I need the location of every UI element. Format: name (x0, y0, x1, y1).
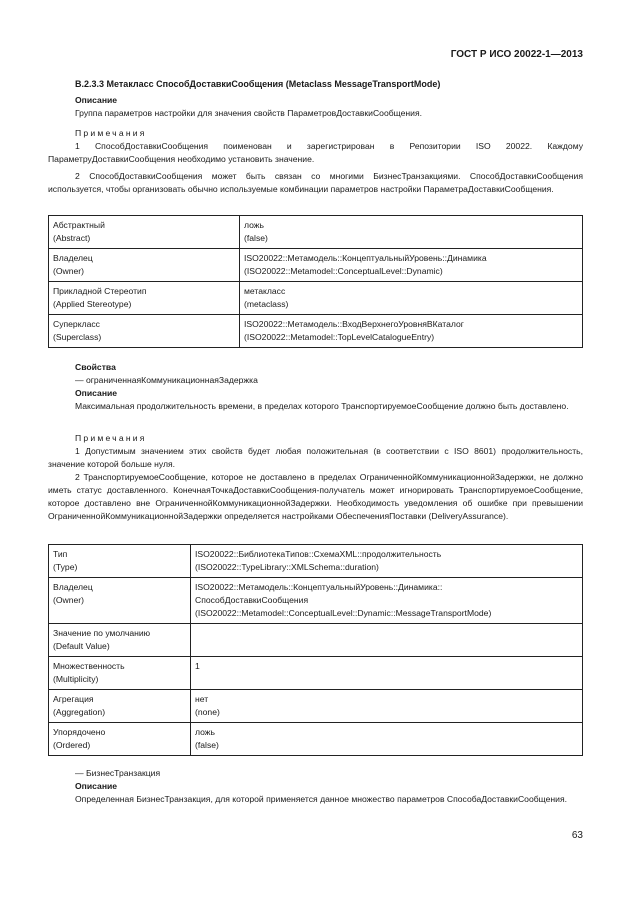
footer-description-heading: Описание (75, 781, 118, 791)
metaclass-table-key-text: Владелец (53, 253, 93, 263)
property-table-key-text: (Multiplicity) (53, 674, 99, 684)
metaclass-table-key-text: Прикладной Стереотип (53, 286, 147, 296)
property-table-row (49, 690, 583, 723)
property-table-key-text: (Ordered) (53, 740, 91, 750)
metaclass-table-value-text: (ISO20022::Metamodel::TopLevelCatalogueEntry) (244, 332, 435, 342)
properties-heading: Свойства (75, 362, 116, 372)
property-table-row (49, 723, 583, 756)
note-2: 2 СпособДоставкиСообщения может быть связан со многими БизнесТранзакциями. СпособДоставкиСообщения используется, чтобы организовать обычно используемые комбинации параметров настройки ПараметраДоставкиСообщения. (48, 171, 583, 194)
property-table-row (49, 624, 583, 657)
section-title: B.2.3.3 Метакласс СпособДоставкиСообщения (Metaclass MessageTransportMode) (75, 79, 441, 89)
property-table-value-text: СпособДоставкиСообщения (195, 595, 309, 605)
metaclass-table-row (49, 282, 583, 315)
metaclass-table-row (49, 216, 583, 249)
property-table-key-text: (Type) (53, 562, 78, 572)
document-header: ГОСТ Р ИСО 20022-1—2013 (450, 49, 583, 60)
property-table-row (49, 578, 583, 624)
metaclass-table-value-cell (240, 282, 583, 315)
property-note-2: 2 ТранспортируемоеСообщение, которое не доставлено в пределах ОграниченнойКоммуникационнойЗадержки, не должно иметь статус доставленного. КонечнаяТочкаДоставкиСообщения-получатель может игнорировать ТранспортируемоеСообщение, которое доставлено вне ОграниченнойКоммуникационнойЗадержки. Необходимость уведомления об ошибке при превышении ОграниченнойКоммуникационнойЗадержки определяется настройками ОбеспеченияПоставки (DeliveryAssurance). (48, 472, 583, 521)
property-table-value-text: ложь (195, 727, 216, 737)
metaclass-table-key-text: (Owner) (53, 266, 85, 276)
property-table-value-cell (191, 723, 583, 756)
property-table-value-text: (false) (195, 740, 219, 750)
metaclass-table-key-cell (49, 216, 240, 249)
metaclass-table-key-text: Суперкласс (53, 319, 100, 329)
property-table-row (49, 545, 583, 578)
metaclass-table-value-cell (240, 315, 583, 348)
properties-block (48, 361, 583, 413)
metaclass-table-value-text: ложь (244, 220, 265, 230)
property-table-value-text: (ISO20022::TypeLibrary::XMLSchema::duration) (195, 562, 379, 572)
property-table-key-text: Владелец (53, 582, 93, 592)
metaclass-table-value-text: (false) (244, 233, 268, 243)
property-table-key-cell (49, 624, 191, 657)
property-notes-block (48, 432, 583, 523)
notes-heading: Примечания (75, 128, 147, 138)
metaclass-table-key-cell (49, 249, 240, 282)
metaclass-table (48, 215, 583, 348)
property-table-key-cell (49, 657, 191, 690)
property-table-key-text: Тип (53, 549, 68, 559)
property-table-key-cell (49, 723, 191, 756)
metaclass-table-value-text: ISO20022::Метамодель::ВходВерхнегоУровняВКаталог (244, 319, 464, 329)
metaclass-table-row (49, 315, 583, 348)
metaclass-table-value-text: ISO20022::Метамодель::КонцептуальныйУровень::Динамика (244, 253, 487, 263)
property-table-key-text: (Aggregation) (53, 707, 106, 717)
metaclass-table-key-text: (Applied Stereotype) (53, 299, 132, 309)
metaclass-table-value-text: (ISO20022::Metamodel::ConceptualLevel::Dynamic) (244, 266, 443, 276)
metaclass-table-key-text: Абстрактный (53, 220, 105, 230)
property-table-value-text: (none) (195, 707, 220, 717)
property-table-key-cell (49, 578, 191, 624)
property-table-key-cell (49, 545, 191, 578)
property-table-value-cell (191, 578, 583, 624)
note-1: 1 СпособДоставкиСообщения поименован и зарегистрирован в Репозитории ISO 20022. Каждому ПараметруДоставкиСообщения необходимо установить значение. (48, 141, 583, 164)
property-notes-heading: Примечания (75, 433, 147, 443)
metaclass-table-key-text: (Abstract) (53, 233, 91, 243)
metaclass-table-key-cell (49, 282, 240, 315)
metaclass-table-value-cell (240, 249, 583, 282)
metaclass-table-key-cell (49, 315, 240, 348)
property-table-row (49, 657, 583, 690)
property-description-heading: Описание (75, 388, 118, 398)
description-heading: Описание (75, 95, 118, 105)
property-note-1: 1 Допустимым значением этих свойств будет любая положительная (в соответствии с ISO 8601) продолжительность, значение которой больше нуля. (48, 446, 583, 469)
property-table-value-text: нет (195, 694, 209, 704)
metaclass-table-value-text: (metaclass) (244, 299, 289, 309)
section-description-block (48, 94, 583, 120)
property-table-value-text: (ISO20022::Metamodel::ConceptualLevel::Dynamic::MessageTransportMode) (195, 608, 492, 618)
description-text: Группа параметров настройки для значения свойств ПараметровДоставкиСообщения. (75, 108, 422, 118)
property-table (48, 544, 583, 756)
property-table-key-text: Значение по умолчанию (53, 628, 151, 638)
property-name-2: — БизнесТранзакция (75, 768, 161, 778)
property-table-key-cell (49, 690, 191, 723)
page-number: 63 (571, 830, 583, 841)
property-description-text: Максимальная продолжительность времени, в пределах которого ТранспортируемоеСообщение должно быть доставлено. (75, 401, 569, 411)
property-table-value-cell (191, 624, 583, 657)
property-table-value-text: ISO20022::БиблиотекаТипов::СхемаXML::продолжительность (195, 549, 442, 559)
metaclass-table-value-text: метакласс (244, 286, 286, 296)
property-table-value-cell (191, 545, 583, 578)
property-table-key-text: (Owner) (53, 595, 85, 605)
property-table-key-text: Агрегация (53, 694, 94, 704)
property-table-key-text: Множественность (53, 661, 125, 671)
metaclass-table-row (49, 249, 583, 282)
property-table-value-cell (191, 657, 583, 690)
property-table-key-text: (Default Value) (53, 641, 110, 651)
property-table-value-text: 1 (195, 661, 200, 671)
property-table-key-text: Упорядочено (53, 727, 106, 737)
property-name-1: — ограниченнаяКоммуникационнаяЗадержка (75, 375, 258, 385)
metaclass-table-value-cell (240, 216, 583, 249)
property-table-value-cell (191, 690, 583, 723)
property-table-wrapper (48, 544, 583, 756)
property-table-value-text: ISO20022::Метамодель::КонцептуальныйУровень::Динамика:: (195, 582, 443, 592)
footer-block (48, 767, 583, 806)
metaclass-table-key-text: (Superclass) (53, 332, 102, 342)
footer-description-text: Определенная БизнесТранзакция, для которой применяется данное множество параметров СпособаДоставкиСообщения. (75, 794, 567, 804)
metaclass-table-wrapper (48, 215, 583, 348)
section-notes-block (48, 127, 583, 196)
